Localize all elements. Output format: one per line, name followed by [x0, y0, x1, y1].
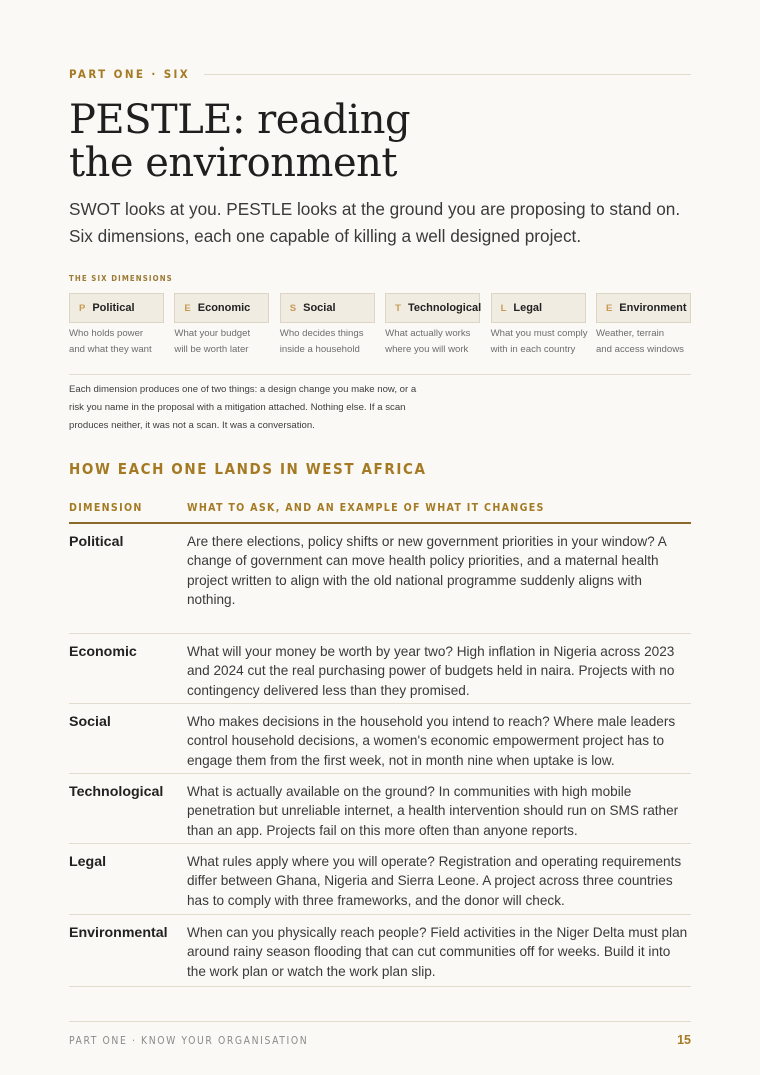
- page-title: [69, 99, 629, 185]
- row-dimension: Environmental: [69, 925, 168, 941]
- dimension-desc-line: and access windows: [595, 343, 684, 355]
- dimension-desc-line: where you will work: [385, 343, 469, 355]
- dimension-name: Economic: [197, 302, 251, 314]
- dimension-letter: P: [79, 302, 86, 314]
- row-dimension: Political: [69, 534, 124, 550]
- dimension-card-header: [385, 293, 480, 323]
- dimension-description: [69, 326, 164, 357]
- page-number: 15: [677, 1033, 691, 1047]
- row-text: Are there elections, policy shifts or new government priorities in your window? A change of government can move health policy priorities, and a maternal health project written to align with the old national programme suddenly aligns with nothing.: [187, 534, 667, 607]
- dimension-name: Environment: [619, 302, 687, 314]
- dimension-card-header: [69, 293, 164, 323]
- row-dimension: Technological: [69, 784, 164, 800]
- table-row: [69, 915, 691, 987]
- dimension-letter: T: [395, 302, 401, 314]
- dimension-desc-line: with in each country: [490, 343, 576, 355]
- dimension-description: [491, 326, 586, 357]
- dimensions-label: THE SIX DIMENSIONS: [69, 274, 173, 283]
- dimensions-divider: [69, 374, 691, 375]
- row-text: Who makes decisions in the household you intend to reach? Where male leaders control household decisions, a women's economic empowerment project has to engage them from the first week, not in month nine when uptake is low.: [187, 714, 676, 768]
- section-heading: HOW EACH ONE LANDS IN WEST AFRICA: [69, 460, 427, 478]
- pestle-table: [69, 502, 691, 987]
- table-row: [69, 704, 691, 774]
- table-header: [69, 502, 691, 524]
- row-text: What rules apply where you will operate? Registration and operating requirements differ between Ghana, Nigeria and Sierra Leone. A project across three countries has to comply with three frameworks, and the donor will check.: [187, 854, 682, 908]
- dimension-desc-line: will be worth later: [174, 343, 249, 355]
- dimension-name: Political: [92, 302, 135, 314]
- row-dimension: Social: [69, 714, 111, 730]
- dimension-desc-line: and what they want: [69, 343, 152, 355]
- dimension-desc-line: Who decides things: [279, 328, 364, 339]
- dimension-card-technological: [385, 293, 480, 357]
- dimension-description: [280, 326, 375, 357]
- dimension-card-header: [491, 293, 586, 323]
- running-footer: PART ONE · KNOW YOUR ORGANISATION: [69, 1035, 309, 1047]
- dimension-name: Social: [303, 302, 336, 314]
- column-header-question: WHAT TO ASK, AND AN EXAMPLE OF WHAT IT CHANGES: [187, 502, 545, 514]
- section-kicker: PART ONE · SIX: [69, 67, 191, 81]
- table-row: [69, 774, 691, 844]
- dimension-card-political: [69, 293, 164, 357]
- dimension-desc-line: What your budget: [174, 328, 251, 339]
- table-row: [69, 844, 691, 915]
- dimensions-grid: [69, 293, 691, 357]
- dimension-name: Technological: [407, 302, 482, 314]
- dimension-card-social: [280, 293, 375, 357]
- column-header-dimension: DIMENSION: [69, 502, 143, 514]
- dimension-name: Legal: [513, 302, 543, 314]
- dimension-card-environment: [596, 293, 691, 357]
- footer-divider: [69, 1021, 691, 1022]
- dimension-desc-line: inside a household: [279, 343, 360, 355]
- dimension-letter: E: [184, 302, 191, 314]
- dimension-desc-line: What you must comply: [490, 328, 588, 339]
- dimension-desc-line: Weather, terrain: [595, 328, 665, 339]
- table-row: [69, 524, 691, 634]
- row-dimension: Economic: [69, 644, 137, 660]
- kicker-row: [69, 67, 691, 81]
- dimension-desc-line: What actually works: [385, 328, 471, 339]
- dimension-card-economic: [174, 293, 269, 357]
- table-row: [69, 634, 691, 704]
- row-dimension: Legal: [69, 854, 107, 870]
- row-text: When can you physically reach people? Field activities in the Niger Delta must plan around rainy season flooding that can cut communities off for weeks. Build it into the work plan or watch the work plan slip.: [187, 925, 688, 979]
- dimension-letter: S: [289, 302, 297, 314]
- dimension-description: [385, 326, 480, 357]
- dimension-desc-line: Who holds power: [69, 328, 144, 339]
- dimension-card-header: [596, 293, 691, 323]
- dimension-letter: E: [605, 302, 613, 314]
- row-text: What will your money be worth by year two? High inflation in Nigeria across 2023 and 2024 cut the real purchasing power of budgets held in naira. Projects with no contingency delivered less than they promised.: [187, 644, 675, 698]
- dimension-letter: L: [500, 302, 507, 314]
- dimensions-note: Each dimension produces one of two things: a design change you make now, or a risk you name in the proposal with a mitigation attached. Nothing else. If a scan produces neither, it was not a scan. It was a conversation.: [69, 384, 417, 431]
- lead-paragraph: SWOT looks at you. PESTLE looks at the ground you are proposing to stand on. Six dimensions, each one capable of killing a well designed project.: [69, 199, 681, 246]
- dimension-description: [174, 326, 269, 357]
- dimension-description: [596, 326, 691, 357]
- row-text: What is actually available on the ground? In communities with high mobile penetration but unreliable internet, a health intervention should run on SMS rather than an app. Projects fail on this more often than anyone reports.: [187, 784, 679, 838]
- dimension-card-legal: [491, 293, 586, 357]
- title-line-1: PESTLE: reading: [69, 97, 411, 143]
- title-line-2: the environment: [69, 140, 397, 186]
- kicker-divider: [204, 74, 691, 75]
- dimension-card-header: [280, 293, 375, 323]
- dimension-card-header: [174, 293, 269, 323]
